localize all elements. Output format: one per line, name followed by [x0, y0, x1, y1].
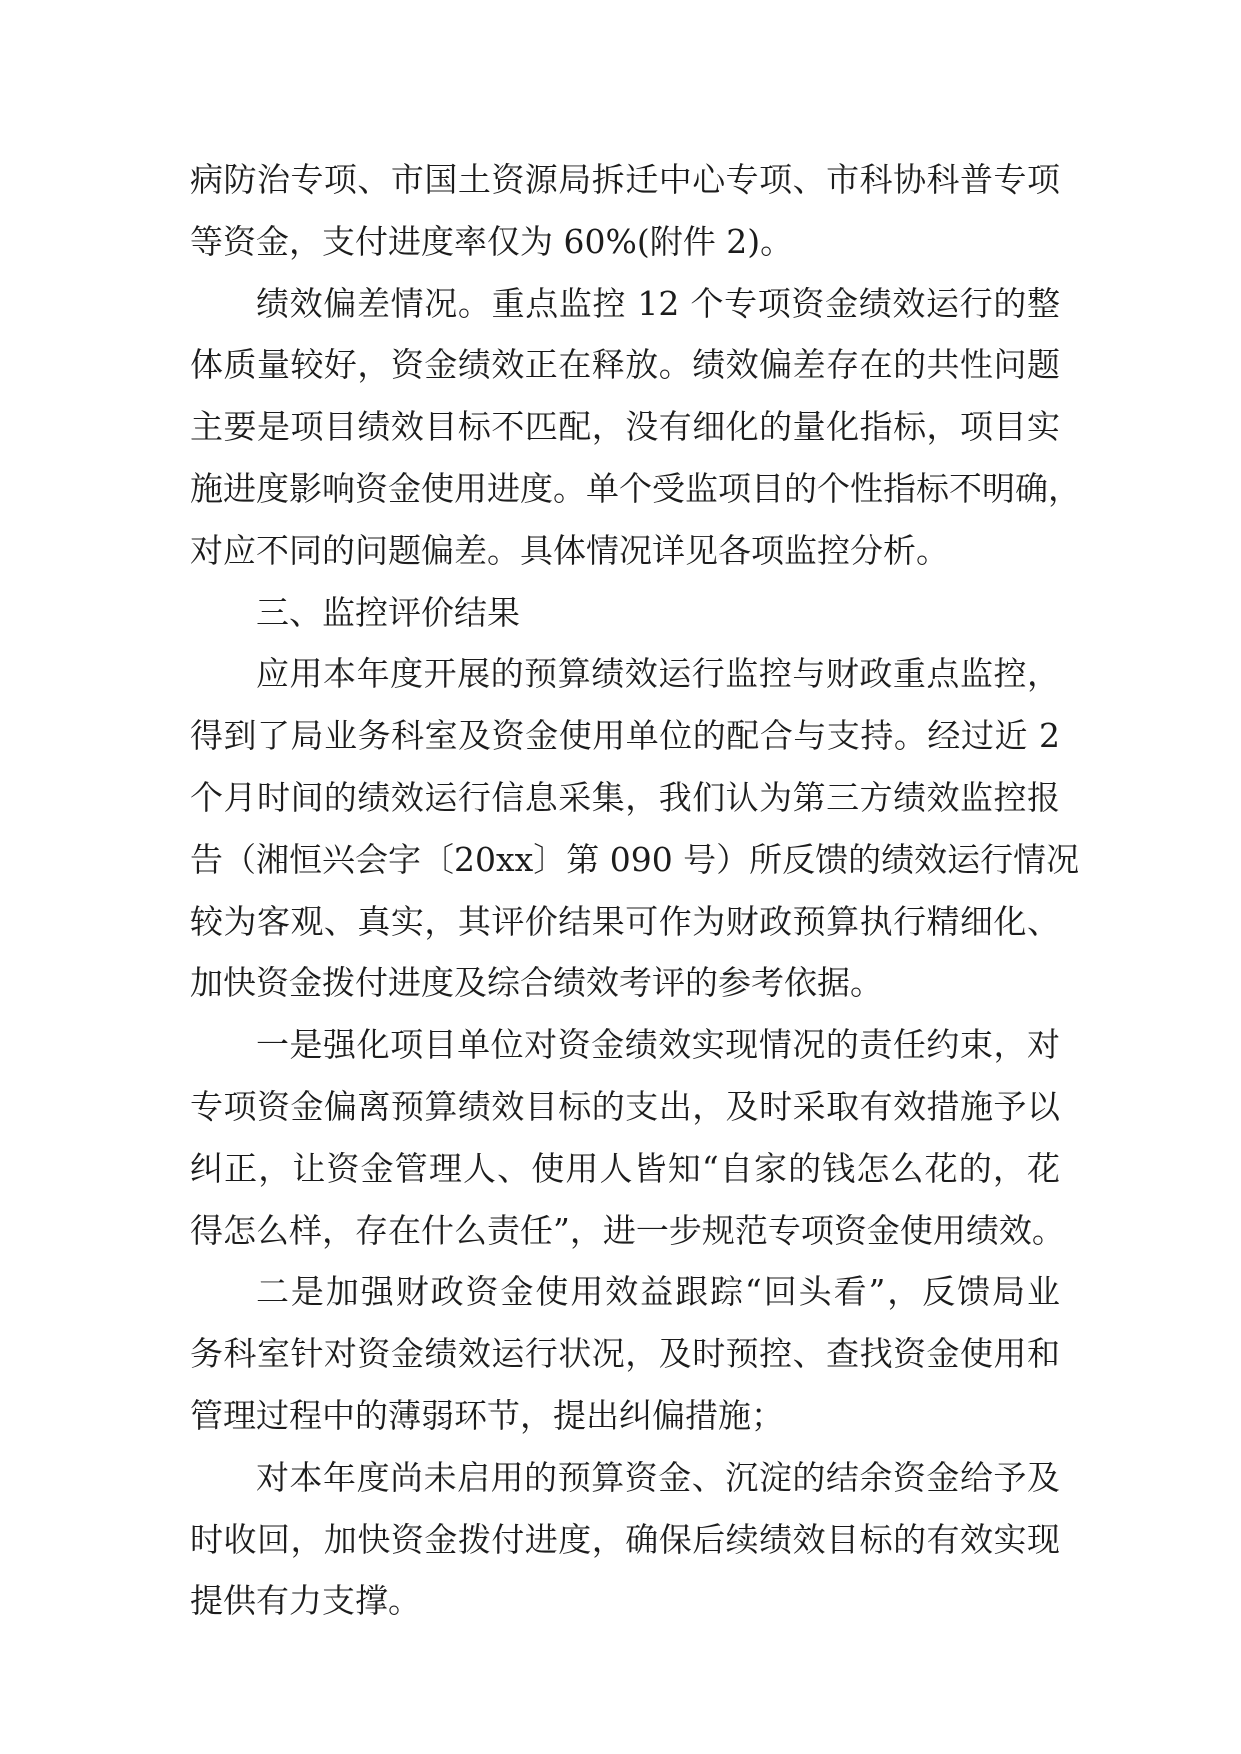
paragraph-line: 时收回，加快资金拨付进度，确保后续绩效目标的有效实现	[190, 1519, 1060, 1559]
paragraph-line: 得怎么样，存在什么责任”，进一步规范专项资金使用绩效。	[190, 1210, 1065, 1250]
paragraph-line: 体质量较好，资金绩效正在释放。绩效偏差存在的共性问题	[190, 345, 1060, 385]
paragraph-line: 提供有力支撑。	[190, 1581, 421, 1621]
paragraph-line: 等资金，支付进度率仅为 60%(附件 2)。	[190, 221, 794, 261]
paragraph-line: 应用本年度开展的预算绩效运行监控与财政重点监控，	[256, 654, 1060, 694]
paragraph-line: 告（湘恒兴会字〔20xx〕第 090 号）所反馈的绩效运行情况	[190, 839, 1080, 879]
paragraph-line: 纠正，让资金管理人、使用人皆知“自家的钱怎么花的，花	[190, 1148, 1060, 1188]
paragraph-line: 务科室针对资金绩效运行状况，及时预控、查找资金使用和	[190, 1334, 1060, 1374]
paragraph-line: 绩效偏差情况。重点监控 12 个专项资金绩效运行的整	[256, 283, 1060, 323]
paragraph-line: 病防治专项、市国土资源局拆迁中心专项、市科协科普专项	[190, 160, 1060, 199]
paragraph-line: 专项资金偏离预算绩效目标的支出，及时采取有效措施予以	[190, 1086, 1060, 1126]
paragraph-line: 个月时间的绩效运行信息采集，我们认为第三方绩效监控报	[190, 777, 1060, 817]
paragraph-line: 较为客观、真实，其评价结果可作为财政预算执行精细化、	[190, 901, 1060, 941]
paragraph-line: 二是加强财政资金使用效益跟踪“回头看”，反馈局业	[256, 1272, 1060, 1312]
paragraph-line: 主要是项目绩效目标不匹配，没有细化的量化指标，项目实	[190, 407, 1060, 447]
paragraph-line: 加快资金拨付进度及综合绩效考评的参考依据。	[190, 963, 883, 1003]
paragraph-line: 对应不同的问题偏差。具体情况详见各项监控分析。	[190, 530, 949, 570]
paragraph-line: 一是强化项目单位对资金绩效实现情况的责任约束，对	[256, 1025, 1060, 1065]
paragraph-line: 施进度影响资金使用进度。单个受监项目的个性指标不明确，	[190, 468, 1081, 508]
paragraph-line: 管理过程中的薄弱环节，提出纠偏措施；	[190, 1395, 784, 1435]
paragraph-line: 得到了局业务科室及资金使用单位的配合与支持。经过近 2	[190, 716, 1060, 756]
paragraph-line: 对本年度尚未启用的预算资金、沉淀的结余资金给予及	[256, 1457, 1060, 1497]
document-body	[190, 160, 1081, 1645]
section-heading: 三、监控评价结果	[256, 592, 520, 632]
